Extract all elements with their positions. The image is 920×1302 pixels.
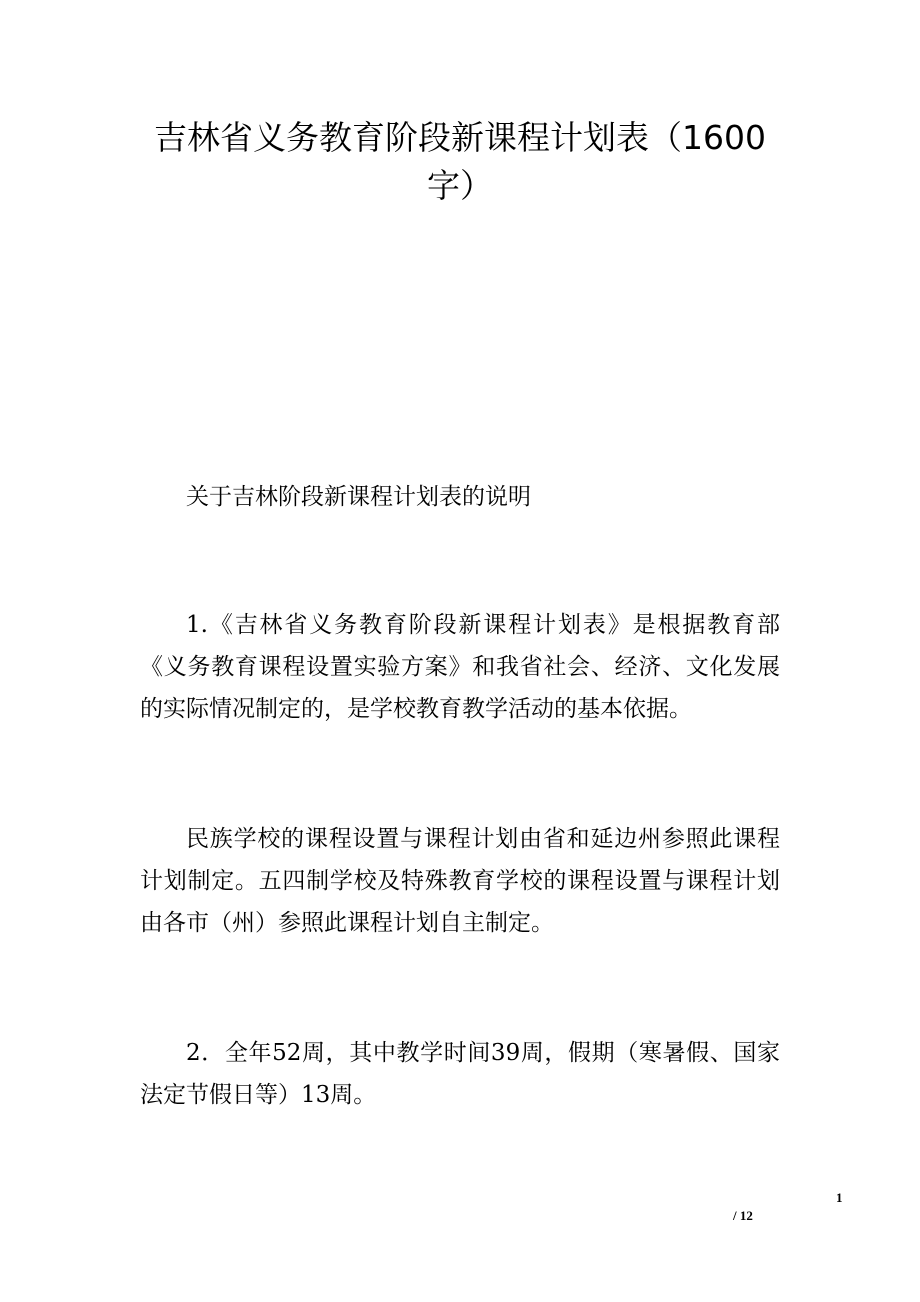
paragraph-3: 2．全年52周，其中教学时间39周，假期（寒暑假、国家法定节假日等）13周。 xyxy=(140,1040,780,1108)
section-heading: 关于吉林阶段新课程计划表的说明 xyxy=(186,484,531,510)
document-title: 吉林省义务教育阶段新课程计划表（1600字） xyxy=(154,118,766,205)
page-total: / 12 xyxy=(733,1208,753,1223)
paragraph-2: 民族学校的课程设置与课程计划由省和延边州参照此课程计划制定。五四制学校及特殊教育学校的课程设置与课程计划由各市（州）参照此课程计划自主制定。 xyxy=(140,826,780,936)
page-number: 1 xyxy=(836,1190,843,1205)
paragraph-1: 1.《吉林省义务教育阶段新课程计划表》是根据教育部《义务教育课程设置实验方案》和我省社会、经济、文化发展的实际情况制定的，是学校教育教学活动的基本依据。 xyxy=(140,612,780,722)
